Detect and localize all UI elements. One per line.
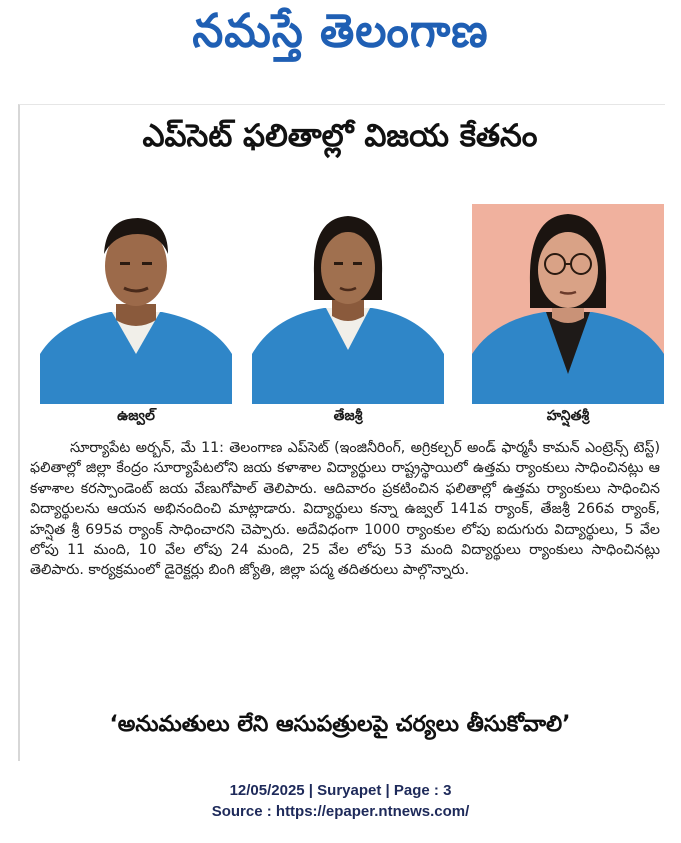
article-body: సూర్యాపేట అర్బన్, మే 11: తెలంగాణ ఎప్‌సెట్ (ఇంజినీరింగ్, అగ్రికల్చర్ అండ్ ఫార్మసీ కామన్ ఎంట్రెన్స్ టెస్ట్) ఫలితాల్లో జిల్లా కేంద్రం సూర్యాపేటలోని జయ కళాశాల విద్యార్థులు రాష్ట్రస్థాయిలో ఉత్తమ ర్యాంకులు సాధించినట్లు ఆ కళాశాల కరస్పాండెంట్ జయ వేణుగోపాల్ తెలిపారు. ఆదివారం ప్రకటించిన ఫలితాల్లో ఉత్తమ ర్యాంకులు సాధించిన విద్యార్థులను ఆయన అభినందించి మాట్లాడారు. విద్యార్థులు కన్నా ఉజ్వల్ 141వ ర్యాంక్, తేజశ్రీ 266వ ర్యాంక్, హన్షిత శ్రీ 695వ ర్యాంక్ సాధించారని చెప్పారు. అదేవిధంగా 1000 ర్యాంకుల లోపు ఐదుగురు విద్యార్థులు, 5 వేల లోపు 11 మంది, 10 వేల లోపు 24 మంది, 25 వేల లోపు 53 మంది విద్యార్థులు ర్యాంకులు సాధించినట్లు తెలిపారు. కార్యక్రమంలో డైరెక్టర్లు బింగి జ్యోతి, జిల్లా పద్మ తదితరులు పాల్గొన్నారు. (30, 440, 660, 579)
next-article-headline: ‘అనుమతులు లేని ఆసుపత్రులపై చర్యలు తీసుకోవాలి’ (109, 712, 571, 737)
photo-caption-3: హన్షితశ్రీ (546, 408, 590, 424)
news-clipping (18, 104, 665, 761)
photo-caption-2: తేజశ్రీ (333, 408, 363, 424)
footer-source-line: Source : https://epaper.ntnews.com/ (211, 803, 470, 820)
student-photo-1 (40, 204, 232, 404)
photo-caption-1: ఉజ్వల్ (117, 408, 155, 424)
masthead (0, 0, 681, 80)
student-photo-2 (252, 204, 444, 404)
footer-date-line: 12/05/2025 | Suryapet | Page : 3 (229, 782, 452, 799)
student-photo-3 (472, 204, 664, 404)
masthead-title: నమస్తే తెలంగాణ (192, 4, 489, 58)
article-headline: ఎప్‌సెట్ ఫలితాల్లో విజయ కేతనం (142, 118, 538, 154)
